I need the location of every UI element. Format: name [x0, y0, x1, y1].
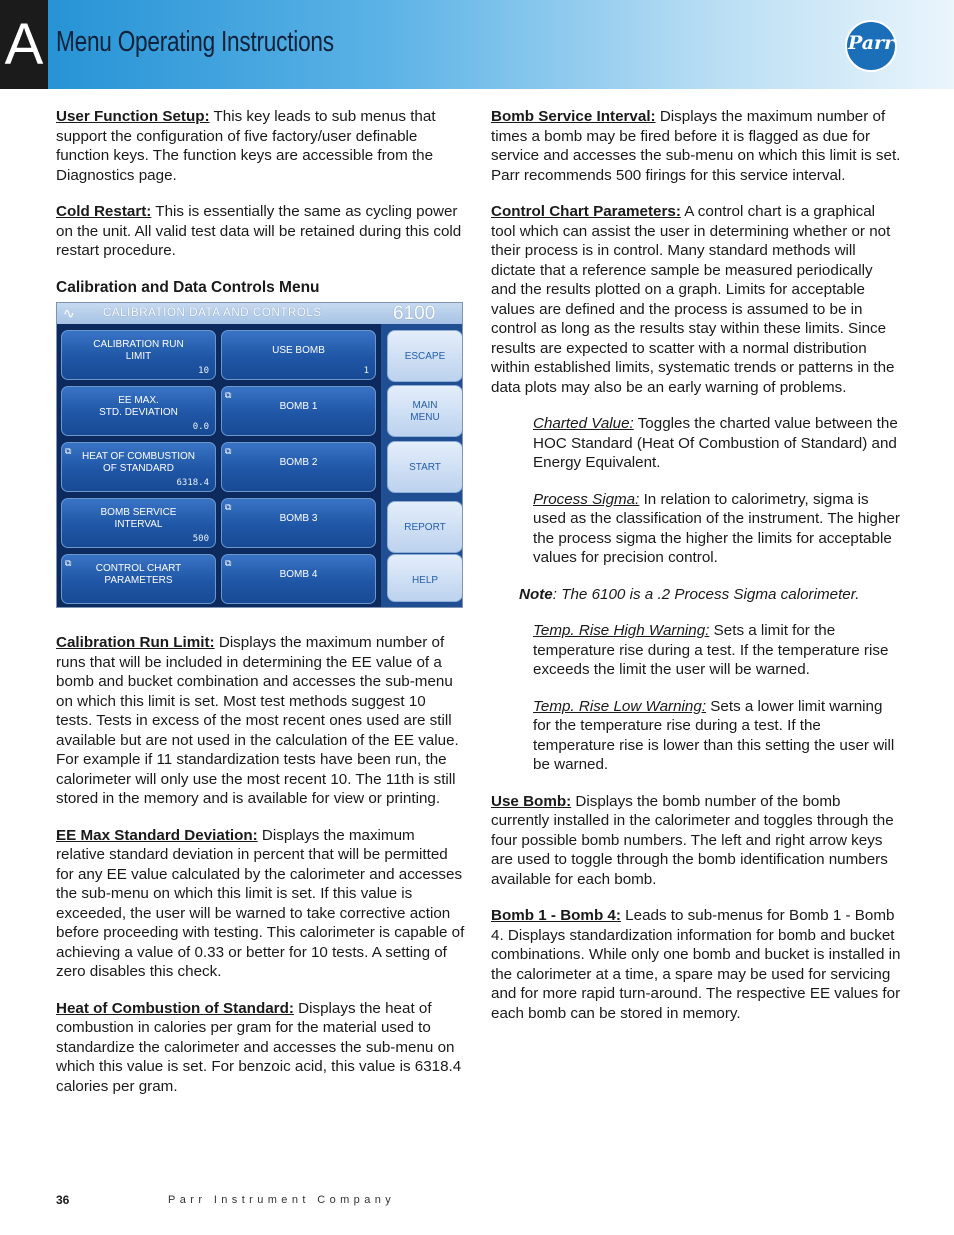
- term-label: Use Bomb:: [491, 792, 572, 810]
- paragraph-text: Sets a lower limit warning for the temperature rise during a test. If the temperature rise is lower than this setting the user will be warned.: [533, 697, 895, 773]
- screen-button-control-chart-parameters: [61, 554, 216, 604]
- side-button-label: REPORT: [404, 522, 446, 533]
- page-header: [0, 0, 954, 89]
- screen-button-label: USE BOMB: [272, 345, 325, 356]
- screen-button-value: 1: [363, 366, 369, 376]
- screen-button-label: BOMB SERVICE INTERVAL: [100, 507, 177, 530]
- submenu-icon: ⧉: [225, 502, 232, 512]
- curl-icon: ∿: [63, 305, 75, 321]
- screen-button-use-bomb: [221, 330, 376, 380]
- paragraph-ee-max-std-dev: [56, 826, 466, 982]
- side-button-report: [387, 501, 463, 553]
- term-label: Control Chart Parameters:: [491, 203, 681, 220]
- screen-button-label: BOMB 3: [279, 513, 318, 524]
- section-heading: Calibration and Data Controls Menu: [56, 278, 320, 296]
- screen-model: 6100: [393, 303, 436, 324]
- side-button-main-menu: [387, 385, 463, 437]
- paragraph-text: A control chart is a graphical tool which can assist the user in determining whether or not their process is in control. Many standard methods will dictate that a reference sample be measured periodically and the results plotted on a graph. Limits for acceptable values are defined and the process is assumed to be in control as long as the results stay within these limits. Since results are expected to scatter with a normal distribution within established limits, systematic trends or patterns in the data plots may also be an early warning of problems.: [491, 203, 895, 396]
- paragraph-bomb-service-interval: [491, 107, 901, 185]
- submenu-icon: ⧉: [65, 446, 72, 456]
- side-button-escape: [387, 330, 463, 382]
- subterm-label: Charted Value:: [533, 415, 634, 432]
- screen-button-value: 500: [192, 534, 209, 544]
- screen-button-heat-of-combustion-of-standard: [61, 442, 216, 492]
- screen-button-label: CALIBRATION RUN LIMIT: [93, 339, 184, 362]
- screen-button-bomb-2: [221, 442, 376, 492]
- paragraph-text: Displays the maximum number of runs that will be included in determining the EE value of a bomb and bucket combination and accesses the sub-menu on which this limit is set. Most test methods suggest 10 tests. Tests in excess of the most recent ones used are still available but are not used in the calculation of the EE value. For example if 11 standardization tests have been run, the calorimeter will only use the most recent 10. The 11th is still stored in the memory and is available for view or printing.: [56, 634, 459, 807]
- side-button-help: [387, 554, 463, 602]
- paragraph-process-sigma: [533, 490, 901, 568]
- paragraph-calibration-run-limit: [56, 633, 466, 809]
- right-column: [491, 107, 901, 1040]
- subterm-label: Process Sigma:: [533, 490, 640, 508]
- term-label: Bomb Service Interval:: [491, 108, 656, 125]
- note-text: : The 6100 is a .2 Process Sigma calorimeter.: [552, 585, 860, 603]
- side-button-label: START: [409, 462, 441, 473]
- screen-button-bomb-4: [221, 554, 376, 604]
- subterm-label: Temp. Rise High Warning:: [533, 622, 710, 639]
- screen-button-calibration-run-limit: [61, 330, 216, 380]
- submenu-icon: ⧉: [225, 390, 232, 400]
- screen-button-label: CONTROL CHART PARAMETERS: [95, 563, 182, 586]
- submenu-icon: ⧉: [225, 558, 232, 568]
- side-button-label: ESCAPE: [404, 351, 446, 362]
- screen-button-value: 6318.4: [176, 478, 209, 488]
- screen-button-value: 10: [198, 366, 209, 376]
- paragraph-text: This is essentially the same as cycling power on the unit. All valid test data will be retained during this cold restart procedure.: [56, 203, 462, 259]
- screen-title: CALIBRATION DATA AND CONTROLS: [103, 307, 322, 319]
- parr-logo: [845, 20, 897, 72]
- side-button-start: [387, 441, 463, 493]
- side-button-label: MAIN MENU: [410, 400, 440, 423]
- page-title: Menu Operating Instructions: [56, 26, 334, 58]
- paragraph-text: Displays the bomb number of the bomb currently installed in the calorimeter and toggles through the four possible bomb numbers. The left and right arrow keys are used to toggle through the bomb identification numbers available for each bomb.: [491, 792, 894, 888]
- submenu-icon: ⧉: [225, 446, 232, 456]
- paragraph-text: Displays the maximum relative standard deviation in percent that will be permitted for any EE value calculated by the calorimeter and accesses the sub-menu on which this limit is set. If this value is exceeded, the user will be warned to take corrective action before proceeding with testing. This calorimeter is capable of achieving a value of 0.33 or better for 10 tests. A setting of zero disables this check.: [56, 826, 465, 980]
- term-label: EE Max Standard Deviation:: [56, 826, 258, 844]
- left-column: [56, 107, 466, 1113]
- screen-button-bomb-3: [221, 498, 376, 548]
- paragraph-use-bomb: [491, 792, 901, 890]
- paragraph-control-chart-parameters: [491, 202, 901, 397]
- screen-button-label: BOMB 1: [279, 401, 318, 412]
- paragraph-text: This key leads to sub menus that support the configuration of five factory/user definable function keys. The function keys are accessible from the Diagnostics page.: [56, 108, 436, 184]
- term-label: Calibration Run Limit:: [56, 634, 215, 651]
- company-name: Parr Instrument Company: [168, 1194, 396, 1206]
- term-label: Cold Restart:: [56, 203, 152, 220]
- calibration-screen-image: [56, 302, 463, 608]
- screen-button-bomb-service-interval: [61, 498, 216, 548]
- screen-button-bomb-1: [221, 386, 376, 436]
- logo-text: Parr: [847, 32, 895, 54]
- term-label: Bomb 1 - Bomb 4:: [491, 907, 621, 924]
- term-label: User Function Setup:: [56, 108, 210, 125]
- submenu-icon: ⧉: [65, 558, 72, 568]
- note-label: Note: [519, 585, 553, 603]
- screen-button-label: BOMB 2: [279, 457, 318, 468]
- paragraph-text: Displays the heat of combustion in calories per gram for the material used to standardize the calorimeter and accesses the sub-menu on which this value is set. For benzoic acid, this value is 6318.4 calories per gram.: [56, 999, 462, 1095]
- screen-button-ee-max-std-deviation: [61, 386, 216, 436]
- paragraph-text: Displays the maximum number of times a bomb may be fired before it is flagged as due for service and accesses the sub-menu on which this limit is set. Parr recommends 500 firings for this service interval.: [491, 108, 901, 184]
- note: [519, 585, 901, 605]
- paragraph-temp-rise-low: [533, 697, 901, 775]
- side-button-label: HELP: [411, 575, 439, 586]
- screen-button-label: EE MAX. STD. DEVIATION: [99, 395, 178, 418]
- paragraph-text: Leads to sub-menus for Bomb 1 - Bomb 4. Displays standardization information for bomb and bucket combinations. While only one bomb and bucket is installed in the calorimeter at a time, a spare may be used for servicing and for more rapid turn-around. The respective EE values for each bomb can be stored in memory.: [491, 907, 901, 1022]
- paragraph-text: Toggles the charted value between the HOC Standard (Heat Of Combustion of Standard) and Energy Equivalent.: [533, 415, 898, 471]
- section-letter: A: [0, 0, 48, 89]
- paragraph-text: In relation to calorimetry, sigma is used as the classification of the instrument. The higher the process sigma the higher the limits for acceptable values for precision control.: [533, 490, 900, 566]
- paragraph-cold-restart: [56, 202, 466, 261]
- subterm-label: Temp. Rise Low Warning:: [533, 697, 707, 715]
- screen-button-label: HEAT OF COMBUSTION OF STANDARD: [82, 451, 195, 474]
- screen-button-value: 0.0: [192, 422, 209, 432]
- term-label: Heat of Combustion of Standard:: [56, 999, 294, 1017]
- paragraph-charted-value: [533, 414, 901, 473]
- screen-button-label: BOMB 4: [279, 569, 318, 580]
- paragraph-user-function-setup: [56, 107, 466, 185]
- screen-title-bar: [57, 303, 462, 324]
- paragraph-bomb-1-4: [491, 906, 901, 1023]
- paragraph-text: Sets a limit for the temperature rise during a test. If the temperature rise exceeds the limit the user will be warned.: [533, 622, 889, 678]
- page-number: 36: [56, 1193, 70, 1207]
- paragraph-heat-of-combustion: [56, 999, 466, 1097]
- paragraph-temp-rise-high: [533, 621, 901, 680]
